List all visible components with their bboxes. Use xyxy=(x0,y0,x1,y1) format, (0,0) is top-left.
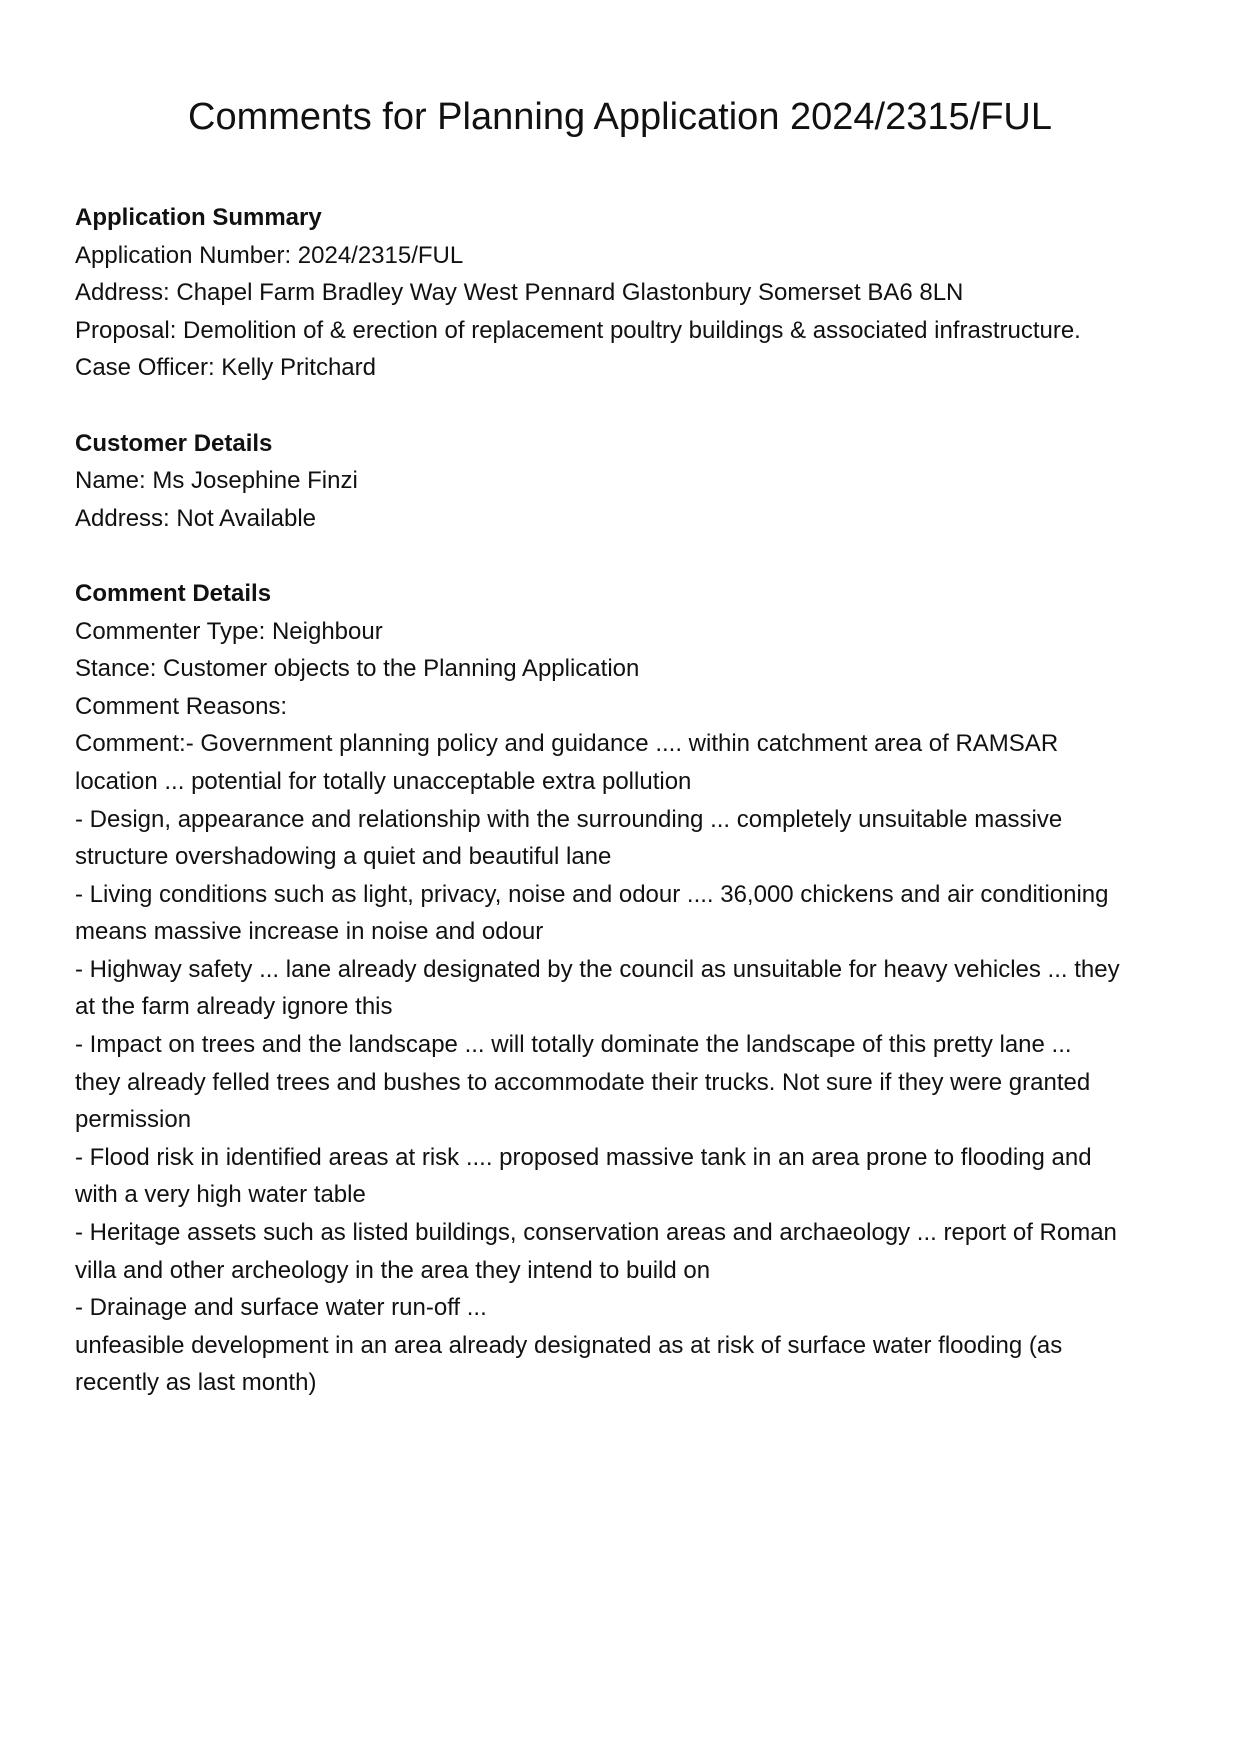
comment-line: at the farm already ignore this xyxy=(75,993,393,1021)
comment-line: recently as last month) xyxy=(75,1369,317,1397)
comment-line: - Drainage and surface water run-off ... xyxy=(75,1294,487,1322)
page-title: Comments for Planning Application 2024/2315/FUL xyxy=(188,96,1052,138)
comment-reasons: Comment Reasons: xyxy=(75,692,288,720)
comment-line: location ... potential for totally unacceptable extra pollution xyxy=(75,767,692,795)
comment-line: - Impact on trees and the landscape ... will totally dominate the landscape of this pretty lane ... xyxy=(75,1031,1072,1059)
stance: Stance: Customer objects to the Planning Application xyxy=(75,655,640,683)
comment-line: Comment:- Government planning policy and guidance .... within catchment area of RAMSAR xyxy=(75,730,1059,758)
comment-line: permission xyxy=(75,1106,192,1134)
comment-details-section xyxy=(75,575,1175,1402)
comment-line: - Flood risk in identified areas at risk .... proposed massive tank in an area prone to flooding and xyxy=(75,1143,1092,1171)
application-summary-section xyxy=(75,199,1175,387)
commenter-type: Commenter Type: Neighbour xyxy=(75,617,383,645)
comment-details-heading: Comment Details xyxy=(75,579,272,607)
customer-details-section xyxy=(75,425,1175,538)
application-number: Application Number: 2024/2315/FUL xyxy=(75,241,464,269)
customer-name: Name: Ms Josephine Finzi xyxy=(75,467,358,495)
comment-line: with a very high water table xyxy=(75,1181,366,1209)
application-address: Address: Chapel Farm Bradley Way West Pennard Glastonbury Somerset BA6 8LN xyxy=(75,279,964,307)
comment-line: they already felled trees and bushes to accommodate their trucks. Not sure if they were granted xyxy=(75,1068,1091,1096)
comment-line: - Highway safety ... lane already designated by the council as unsuitable for heavy vehicles ... they xyxy=(75,955,1120,983)
customer-address: Address: Not Available xyxy=(75,504,317,532)
comment-line: - Design, appearance and relationship with the surrounding ... completely unsuitable massive xyxy=(75,805,1063,833)
comment-line: - Living conditions such as light, privacy, noise and odour .... 36,000 chickens and air conditioning xyxy=(75,880,1109,908)
comment-line: villa and other archeology in the area they intend to build on xyxy=(75,1256,711,1284)
customer-details-heading: Customer Details xyxy=(75,429,273,457)
document-body xyxy=(75,199,1175,1402)
comment-line: structure overshadowing a quiet and beautiful lane xyxy=(75,843,612,871)
case-officer: Case Officer: Kelly Pritchard xyxy=(75,354,376,382)
comment-line: - Heritage assets such as listed buildings, conservation areas and archaeology ... report of Roman xyxy=(75,1219,1117,1247)
comment-line: unfeasible development in an area already designated as at risk of surface water flooding (as xyxy=(75,1331,1063,1359)
application-summary-heading: Application Summary xyxy=(75,204,322,231)
application-proposal: Proposal: Demolition of & erection of replacement poultry buildings & associated infrastructure. xyxy=(75,316,1081,344)
comment-line: means massive increase in noise and odour xyxy=(75,918,544,946)
